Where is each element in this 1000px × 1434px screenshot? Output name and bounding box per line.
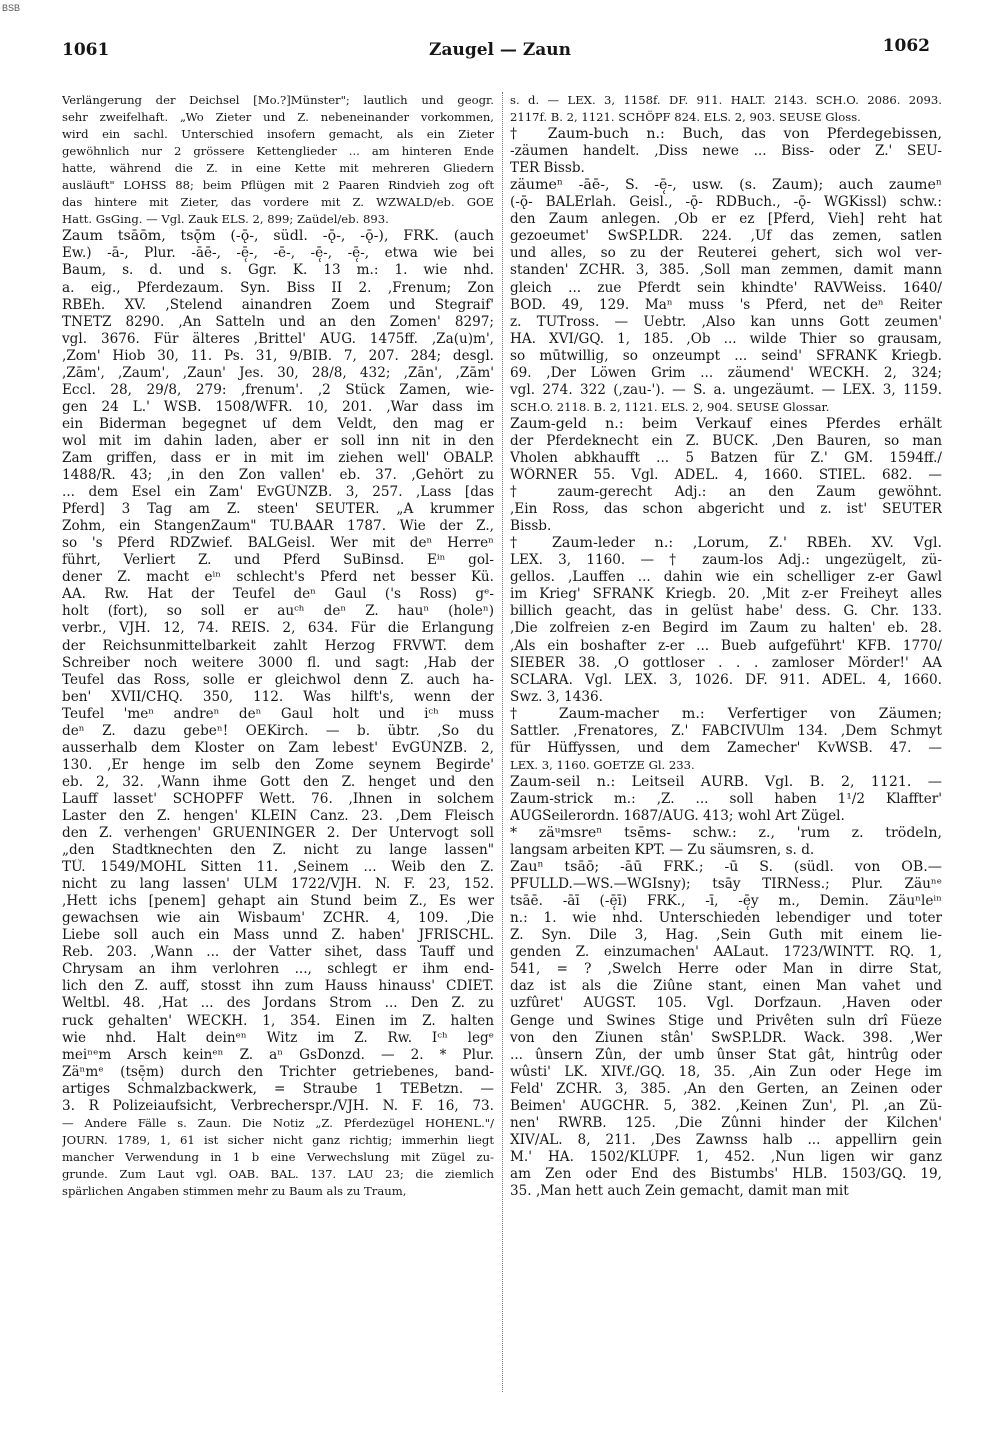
text-line: wird ein sachl. Unterschied insofern gemacht, als ein Zieter <box>62 127 494 142</box>
text-line: vgl. 3676. Für älteres ,Brittel' AUG. 1475ff. ,Za(u)m', <box>62 330 494 347</box>
text-line: billich geacht, das in gelüst habe' dess. G. Chr. 133. <box>510 603 942 620</box>
text-line: der Pferdeknecht ein Z. BUCK. ,Den Bauren, so man <box>510 432 942 449</box>
text-line: 2117f. B. 2, 1121. SCHÖPF 824. ELS. 2, 903. SEUSE Gloss. <box>510 110 861 125</box>
left-column <box>62 92 494 1200</box>
text-line: SCLARA. Vgl. LEX. 3, 1026. DF. 911. ADEL. 4, 1660. <box>510 671 942 688</box>
text-line: 69. ,Der Löwen Grim ... zäumend' WECKH. 2, 324; <box>510 364 942 381</box>
text-line: BOD. 49, 129. Maⁿ muss 's Pferd, net deⁿ Reiter <box>510 296 942 313</box>
text-line: Beimen' AUGCHR. 5, 382. ,Keinen Zun', Pl. ,an Zü- <box>510 1097 942 1114</box>
text-line: dener Z. macht eⁱⁿ schlechtꞌs Pferd net besser Kü. <box>62 569 494 586</box>
text-line: -zäumen handelt. ,Diss newe ... Biss- oder Z.' SEU- <box>510 143 942 160</box>
text-line: nicht zu lang lassen' ULM 1722/VJH. N. F. 23, 152. <box>62 876 494 893</box>
text-line: ,Zom' Hiob 30, 11. Ps. 31, 9/BIB. 7, 207. 284; desgl. <box>62 347 494 364</box>
text-line: führt, Verliert Z. und Pferd SuBinsd. Eⁱⁿ gol- <box>62 552 494 569</box>
text-line: Feld' ZCHR. 3, 385. ,An den Gerten, an Zeinen oder <box>510 1080 942 1097</box>
text-line: ,Zām', ,Zaum', ,Zaun' Jes. 30, 28/8, 432; ,Zān', ,Zām' <box>62 364 494 381</box>
text-line: Bissb. <box>510 518 552 535</box>
text-line: † Zaum-buch n.: Buch, das von Pferdegebissen, <box>510 126 942 143</box>
text-line: Teufel das Ross, solle er gleichwol denn Z. auch ha- <box>62 671 494 688</box>
text-line: XIV/AL. 8, 211. ,Des Zawnss halb ... appellirn gein <box>510 1131 942 1148</box>
text-line: Zaum-seil n.: Leitseil AURB. Vgl. B. 2, 1121. — <box>510 773 942 790</box>
text-line: SIEBER 38. ,O gottloser . . . zamloser Mörder!' AA <box>510 654 942 671</box>
text-line: Schreiber noch weitere 3000 fl. und sagt: ,Hab der <box>62 654 494 671</box>
text-line: — Andere Fälle s. Zaun. Die Notiz „Z. Pferdezügel HOHENL."/ <box>62 1115 494 1130</box>
text-line: ruck gehalten' WECKH. 1, 354. Einen im Z. halten <box>62 1012 494 1029</box>
text-line: Lauff lasset' SCHOPFF Wett. 76. ,Ihnen in solchem <box>62 790 494 807</box>
text-line: den Z. verhengen' GRUENINGER 2. Der Untervogt soll <box>62 825 494 842</box>
text-line: Pferd] 3 Tag am Z. steen' SEUTER. „A krummer <box>62 501 494 518</box>
text-line: artiges Schmalzbackwerk, = Straube 1 TEBetzn. — <box>62 1080 494 1097</box>
text-line: lich den Z. auff, stosst ihn zum Hauss hinauss' CDIET. <box>62 978 494 995</box>
text-line: Verlängerung der Deichsel [Mo.?]Münster"; lautlich und geogr. <box>62 93 494 107</box>
text-line: Zaum tsāōm, tsǭm (-ǭ-, südl. -ǭ-, -ǭ-), FRK. (auch <box>62 228 494 245</box>
text-line: wie nhd. Halt deinᵉⁿ Witz im Z. Rw. Iᶜʰ legᵉ <box>62 1029 494 1046</box>
text-line: „den Stadtknechten den Z. nicht zu lange lassen" <box>62 842 494 859</box>
text-line: Teufel 'meⁿ andreⁿ deⁿ Gaul holt und iᶜʰ muss <box>62 705 494 722</box>
right-column <box>510 92 942 1200</box>
text-line: n.: 1. wie nhd. Unterschieden lebendiger und toter <box>510 910 942 927</box>
text-line: RBEh. XV. ,Stelend ainandren Zoem und Stegraif' <box>62 296 494 313</box>
text-line: Ew.) -ā-, Plur. -āē-, -ē̜-, -ē-, -ē̜-, -ē̜-, etwa wie bei <box>62 245 494 262</box>
text-line: für Hüffyssen, und dem Zamecher' KvWSB. 47. — <box>510 739 942 756</box>
text-line: standen' ZCHR. 3, 385. ,Soll man zemmen, damit mann <box>510 262 942 279</box>
text-line: 541, = ? ,Swelch Herre oder Man in dirre Stat, <box>510 961 942 978</box>
text-line: meiⁿᵉm Arsch keinᵉⁿ Z. aⁿ GsDonzd. — 2. * Plur. <box>62 1046 494 1063</box>
text-line: TER Bissb. <box>510 160 585 177</box>
text-line: a. eig., Pferdezaum. Syn. Biss II 2. ,Frenum; Zon <box>62 279 494 296</box>
text-line: grunde. Zum Laut vgl. OAB. BAL. 137. LAU 23; die ziemlich <box>62 1166 494 1181</box>
text-line: ... ûnsern Zûn, der umb ûnser Stat gât, hintrûg oder <box>510 1046 942 1063</box>
text-line: Eccl. 28, 29/8, 279: ,frenum'. ,2 Stück Zamen, wie- <box>62 381 494 398</box>
library-stamp: BSB <box>2 3 21 13</box>
text-line: TÜ. 1549/MOHL Sitten 11. ,Seinem ... Weib den Z. <box>62 859 494 876</box>
text-line: AUGSeilerordn. 1687/AUG. 413; wohl Art Zügel. <box>510 807 845 824</box>
text-line: 35. ,Man hett auch Zein gemacht, damit man mit <box>510 1183 849 1199</box>
text-line: am Zen oder End des Bistumbs' HLB. 1503/GQ. 19, <box>510 1165 942 1182</box>
text-line: deⁿ Z. dazu gebeⁿ! OEKirch. — b. übtr. ,So du <box>62 722 494 739</box>
text-line: WÖRNER 55. Vgl. ADEL. 4, 1660. STIEL. 682. — <box>510 467 942 484</box>
text-line: verbr., VJH. 12, 74. REIS. 2, 634. Für die Erlangung <box>62 620 494 637</box>
text-line: 3. R Polizeiaufsicht, Verbrecherspr./VJH. N. F. 16, 73. <box>62 1097 494 1114</box>
text-line: uzfûret' AUGST. 105. Vgl. Dorfzaun. ,Haven oder <box>510 995 942 1012</box>
text-line: eb. 2, 32. ,Wann ihme Gott den Z. henget und den <box>62 773 494 790</box>
text-line: gleich ... zue Pferdt sein khindte' RAVWeiss. 1640/ <box>510 279 942 296</box>
text-line: s. d. — LEX. 3, 1158f. DF. 911. HALT. 2143. SCH.O. 2086. 2093. <box>510 93 942 107</box>
text-line: ausläuft" LOHSS 88; beim Pflügen mit 2 Paaren Rindvieh zog oft <box>62 178 494 193</box>
text-line: Reb. 203. ,Wann ... der Vatter sihet, dass Tauff und <box>62 944 494 961</box>
page-number-right: 1062 <box>882 36 930 56</box>
text-line: gewöhnlich nur 2 grössere Kettenglieder ... am hinteren Ende <box>62 144 494 159</box>
text-line: * zäᵘmsreⁿ tsēms- schw.: z., 'rum z. trödeln, <box>510 825 942 842</box>
text-line: genden Z. einzumachen' AALaut. 1723/WINTT. RQ. 1, <box>510 944 942 961</box>
text-line: zäumeⁿ -āē-, S. -ē̜-, usw. (s. Zaum); auch zaumeⁿ <box>510 177 942 194</box>
text-line: LEX. 3, 1160. GOETZE Gl. 233. <box>510 757 695 772</box>
text-line: 1488/R. 43; ,in den Zon vallen' eb. 37. ,Gehört zu <box>62 467 494 484</box>
text-line: Hatt. GsGing. — Vgl. Zauk ELS. 2, 899; Zaüdel/eb. 893. <box>62 212 389 227</box>
text-line: hatte, während die Z. in eine Kette mit mehreren Gliedern <box>62 161 494 176</box>
text-line: JOURN. 1789, 1, 61 ist sicher nicht ganz richtig; immerhin liegt <box>62 1132 494 1147</box>
text-line: gewachsen wie ain Wisbaum' ZCHR. 4, 109. ,Die <box>62 910 494 927</box>
text-line: ,Hett ichs [penem] gehapt ain Stund beim Z., Es wer <box>62 893 494 910</box>
text-line: Sattler. ,Frenatores, Z.' FABCIVUlm 134. ,Dem Schmyt <box>510 722 942 739</box>
running-head: Zaugel — Zaun <box>429 40 571 60</box>
text-line: spärlichen Angaben stimmen mehr zu Baum als zu Traum, <box>62 1184 407 1198</box>
text-line: Chrysam an ihm verlohren ..., schlegt er ihm end- <box>62 961 494 978</box>
text-line: und alles, so zu der Reuterei gehert, sich wol ver- <box>510 245 942 262</box>
text-line: tsāē. -āī (-ē̜ī) FRK., -ī, -ē̜y m., Demin. Zäuⁿleⁱⁿ <box>510 893 942 910</box>
text-line: HA. XVI/GQ. 1, 185. ,Ob ... wilde Thier so grausam, <box>510 330 942 347</box>
text-line: langsam arbeiten KPT. — Zu säumsren, s. d. <box>510 842 815 859</box>
text-line: Zam griffen, dass er in mit im ziehen well' OBALP. <box>62 449 494 466</box>
text-line: so mūtwillig, so onzeumpt ... seind' SFRANK Kriegb. <box>510 347 942 364</box>
text-line: Laster den Z. hengen' KLEIN Canz. 23. ,Dem Fleisch <box>62 807 494 824</box>
text-line: holt (fort), so soll er auᶜʰ deⁿ Z. hauⁿ (holeⁿ) <box>62 603 494 620</box>
text-line: TNETZ 8290. ,An Satteln und an den Zomen' 8297; <box>62 313 494 330</box>
text-line: von den Ziunen stân' SwSP.LDR. Wack. 398. ,Wer <box>510 1029 942 1046</box>
text-line: Zaum-geld n.: beim Verkauf eines Pferdes erhält <box>510 415 942 432</box>
text-line: der Reichsunmittelbarkeit zahlt Herzog FRVWT. dem <box>62 637 494 654</box>
text-line: z. TUTross. — Uebtr. ,Also kan unns Gott zeumen' <box>510 313 942 330</box>
text-line: gen 24 L.' WSB. 1508/WFR. 10, 201. ,War dass im <box>62 398 494 415</box>
text-line: das hintere mit Zieter, das vordere mit Z. WZWALD/eb. GOE <box>62 195 494 210</box>
text-line: ,Als ein boshafter z-er ... Bueb aufgeführt' KFB. 1770/ <box>510 637 942 654</box>
text-line: daz ist als die Ziûne stant, einen Man vahet und <box>510 978 942 995</box>
text-line: im Krieg' SFRANK Kriegb. 20. ,Mit z-er Freiheyt alles <box>510 586 942 603</box>
text-line: vgl. 274. 322 (,zau-'). — S. a. ungezäumt. — LEX. 3, 1159. <box>510 381 942 398</box>
text-line: (-ǭ- BALErlah. Geisl., -ǭ- RDBuch., -ǭ- WGKissl) schw.: <box>510 194 942 211</box>
text-line: ein Biderman begegnet uf dem Veldt, den mag er <box>62 415 494 432</box>
text-line: Zäⁿmᵉ (tsē̜m) durch den Trichter getriebenes, band- <box>62 1063 494 1080</box>
text-line: ausserhalb dem Kloster on Zam lebest' EvGÜNZB. 2, <box>62 739 494 756</box>
text-line: 130. ,Er henge im selb den Zome seynem Begirde' <box>62 756 494 773</box>
text-line: Genge und Swines Stige und Privêten suln drî Füeze <box>510 1012 942 1029</box>
text-line: wol mit im dahin laden, aber er soll inn nit in den <box>62 432 494 449</box>
text-line: gezoeumet' SwSP.LDR. 224. ,Uf das zemen, satlen <box>510 228 942 245</box>
text-line: nen' RWRB. 125. ,Die Zûnni hinder der Kilchen' <box>510 1114 942 1131</box>
text-line: gellos. ,Lauffen ... dahin wie ein schelliger z-er Gawl <box>510 569 942 586</box>
text-line: Baum, s. d. und s. Ggr. K. 13 m.: 1. wie nhd. <box>62 262 494 279</box>
text-line: ,Ein Ross, das schon abgericht und z. ist' SEUTER <box>510 501 942 518</box>
text-line: ... dem Esel ein Zam' EvGÜNZB. 3, 257. ,Lass [das <box>62 484 494 501</box>
text-line: M.' HA. 1502/KLÜPF. 1, 452. ,Nun ligen wir ganz <box>510 1148 942 1165</box>
text-line: den Zaum anlegen. ,Ob er ez [Pferd, Vieh] reht hat <box>510 211 942 228</box>
text-line: Z. Syn. Dile 3, Hag. ,Sein Guth mit einem lie- <box>510 927 942 944</box>
text-line: † Zaum-macher m.: Verfertiger von Zäumen; <box>510 705 942 722</box>
text-line: Liebe soll auch ein Mass unnd Z. haben' JFRISCHL. <box>62 927 494 944</box>
text-line: SCH.O. 2118. B. 2, 1121. ELS. 2, 904. SEUSE Glossar. <box>510 399 830 414</box>
text-line: Weltbl. 48. ,Hat ... des Jordans Strom ... Den Z. zu <box>62 995 494 1012</box>
text-line: Zaum-strick m.: ,Z. ... soll haben 1¹/2 Klaffter' <box>510 790 942 807</box>
text-line: Zauⁿ tsāō; -āū FRK.; -ū S. (südl. von OB.— <box>510 859 942 876</box>
text-line: Vholen abkhaufft ... 5 Batzen für Z.' GM. 1594ff./ <box>510 449 942 466</box>
column-divider <box>502 92 503 1392</box>
text-line: AA. Rw. Hat der Teufel deⁿ Gaul ('s Ross) gᵉ- <box>62 586 494 603</box>
page-number-left: 1061 <box>62 40 110 60</box>
text-line: ,Die zolfreien z-en Begird im Zaum zu halten' eb. 28. <box>510 620 942 637</box>
text-line: sehr zweifelhaft. „Wo Zieter und Z. nebeneinander vorkommen, <box>62 110 494 125</box>
text-line: ben' XVII/CHQ. 350, 112. Was hilftꞌs, wenn der <box>62 688 494 705</box>
text-line: PFULLD.—WS.—WGIsny); tsāy TIRNess.; Plur. Zäuⁿᵉ <box>510 876 942 893</box>
text-line: so 's Pferd RDZwief. BALGeisl. Wer mit deⁿ Herreⁿ <box>62 535 494 552</box>
text-line: LEX. 3, 1160. — † zaum-los Adj.: ungezügelt, zü- <box>510 552 942 569</box>
text-line: † Zaum-leder n.: ,Lorum, Z.' RBEh. XV. Vgl. <box>510 535 942 552</box>
text-line: wûsti' LK. XIVf./GQ. 18, 35. ,Ain Zun oder Hege im <box>510 1063 942 1080</box>
text-line: † zaum-gerecht Adj.: an den Zaum gewöhnt. <box>510 484 942 501</box>
text-line: Zohm, ein StangenZaum" TU.BAAR 1787. Wie der Z., <box>62 518 494 535</box>
text-line: Swz. 3, 1436. <box>510 688 603 705</box>
text-line: mancher Verwendung in 1 b eine Verwechslung mit Zügel zu- <box>62 1149 494 1164</box>
